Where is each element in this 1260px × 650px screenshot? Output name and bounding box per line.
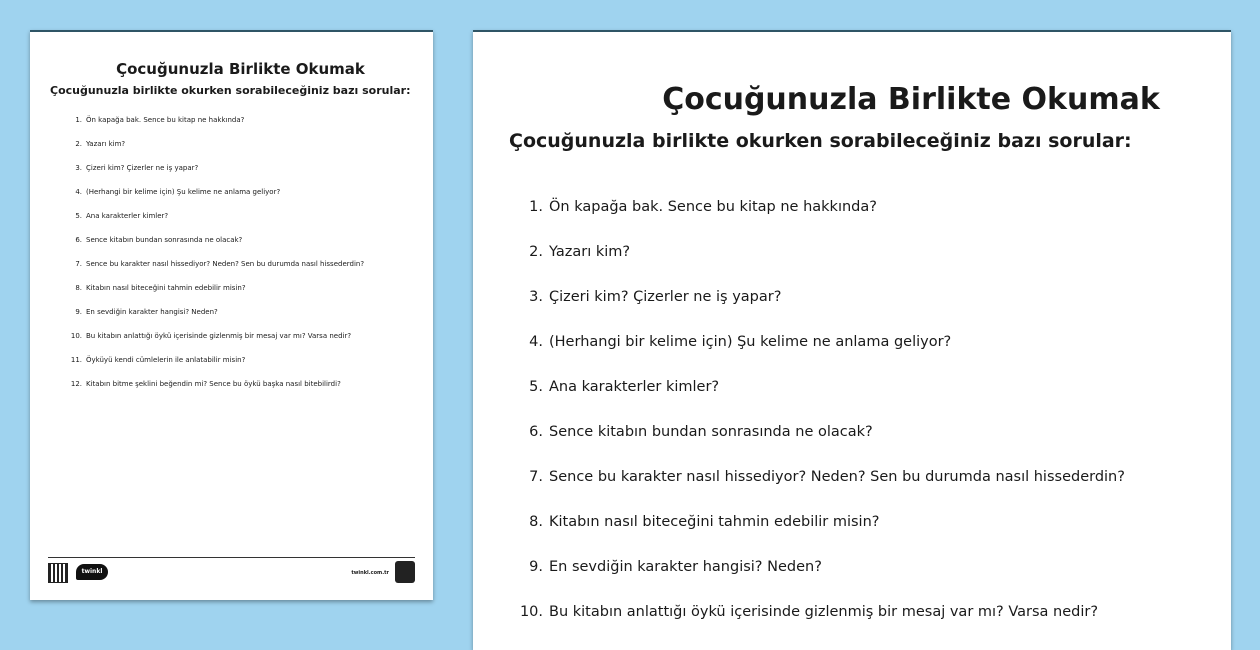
- question-text: Çizeri kim? Çizerler ne iş yapar?: [549, 289, 782, 305]
- list-item: [70, 234, 420, 258]
- question-number: 3.: [529, 289, 543, 305]
- page-footer: [48, 557, 415, 588]
- question-number: 5.: [75, 212, 82, 220]
- question-number: 8.: [75, 284, 82, 292]
- thumbnail-subtitle: Çocuğunuzla birlikte okurken sorabileceğiniz bazı sorular:: [50, 84, 411, 97]
- question-text: Yazarı kim?: [549, 244, 631, 260]
- question-text: Ön kapağa bak. Sence bu kitap ne hakkında?: [86, 116, 245, 124]
- brand-stamp-icon: [395, 561, 415, 583]
- question-text: Sence bu karakter nasıl hissediyor? Neden? Sen bu durumda nasıl hissederdin?: [549, 469, 1125, 485]
- question-number: 5.: [529, 379, 543, 395]
- question-number: 2.: [75, 140, 82, 148]
- question-text: Çizeri kim? Çizerler ne iş yapar?: [86, 164, 199, 172]
- question-number: 8.: [529, 514, 543, 530]
- list-item: [70, 210, 420, 234]
- question-text: (Herhangi bir kelime için) Şu kelime ne anlama geliyor?: [549, 334, 952, 350]
- list-item: [70, 330, 420, 354]
- question-number: 12.: [70, 380, 82, 388]
- question-number: 3.: [75, 164, 82, 172]
- question-text: (Herhangi bir kelime için) Şu kelime ne anlama geliyor?: [86, 188, 281, 196]
- page-zoomed: [473, 30, 1231, 650]
- brand-logo: twinkl: [76, 564, 108, 580]
- thumbnail-question-list: [70, 114, 420, 402]
- list-item: [517, 332, 1217, 377]
- list-item: [70, 114, 420, 138]
- list-item: [517, 377, 1217, 422]
- question-number: 9.: [529, 559, 543, 575]
- list-item: [517, 422, 1217, 467]
- question-list: [517, 197, 1217, 647]
- question-number: 11.: [70, 356, 82, 364]
- list-item: [70, 186, 420, 210]
- question-number: 4.: [529, 334, 543, 350]
- question-text: Kitabın nasıl biteceğini tahmin edebilir misin?: [86, 284, 246, 292]
- question-number: 7.: [75, 260, 82, 268]
- page-subtitle: Çocuğunuzla birlikte okurken sorabileceğiniz bazı sorular:: [509, 130, 1132, 152]
- question-number: 9.: [75, 308, 82, 316]
- page-thumbnail: [30, 30, 433, 600]
- question-text: Ana karakterler kimler?: [86, 212, 169, 220]
- question-text: Sence bu karakter nasıl hissediyor? Neden? Sen bu durumda nasıl hissederdin?: [86, 260, 365, 268]
- list-item: [70, 138, 420, 162]
- thumbnail-title: Çocuğunuzla Birlikte Okumak: [116, 60, 365, 78]
- list-item: [517, 467, 1217, 512]
- page-title: Çocuğunuzla Birlikte Okumak: [662, 82, 1160, 117]
- question-text: Bu kitabın anlattığı öykü içerisinde gizlenmiş bir mesaj var mı? Varsa nedir?: [549, 604, 1099, 620]
- question-text: Kitabın bitme şeklini beğendin mi? Sence bu öykü başka nasıl bitebilirdi?: [86, 380, 341, 388]
- question-text: Sence kitabın bundan sonrasında ne olacak?: [86, 236, 243, 244]
- list-item: [70, 282, 420, 306]
- question-number: 10.: [519, 604, 543, 620]
- list-item: [70, 258, 420, 282]
- question-text: Öyküyü kendi cümlelerin ile anlatabilir misin?: [86, 356, 246, 364]
- qr-code-icon: [48, 563, 68, 583]
- question-number: 4.: [75, 188, 82, 196]
- question-number: 10.: [70, 332, 82, 340]
- list-item: [70, 354, 420, 378]
- list-item: [70, 378, 420, 402]
- question-number: 2.: [529, 244, 543, 260]
- list-item: [70, 306, 420, 330]
- list-item: [517, 602, 1217, 647]
- question-text: Ana karakterler kimler?: [549, 379, 720, 395]
- question-number: 7.: [529, 469, 543, 485]
- question-number: 1.: [75, 116, 82, 124]
- question-text: Yazarı kim?: [86, 140, 126, 148]
- list-item: [517, 557, 1217, 602]
- question-text: Ön kapağa bak. Sence bu kitap ne hakkında?: [549, 199, 877, 215]
- question-text: Kitabın nasıl biteceğini tahmin edebilir misin?: [549, 514, 880, 530]
- question-text: En sevdiğin karakter hangisi? Neden?: [549, 559, 822, 575]
- list-item: [70, 162, 420, 186]
- list-item: [517, 512, 1217, 557]
- question-text: Sence kitabın bundan sonrasında ne olacak?: [549, 424, 873, 440]
- list-item: [517, 287, 1217, 332]
- question-number: 6.: [75, 236, 82, 244]
- question-number: 6.: [529, 424, 543, 440]
- question-text: Bu kitabın anlattığı öykü içerisinde gizlenmiş bir mesaj var mı? Varsa nedir?: [86, 332, 352, 340]
- question-number: 1.: [529, 199, 543, 215]
- question-text: En sevdiğin karakter hangisi? Neden?: [86, 308, 218, 316]
- list-item: [517, 242, 1217, 287]
- list-item: [517, 197, 1217, 242]
- site-url: twinkl.com.tr: [351, 570, 389, 576]
